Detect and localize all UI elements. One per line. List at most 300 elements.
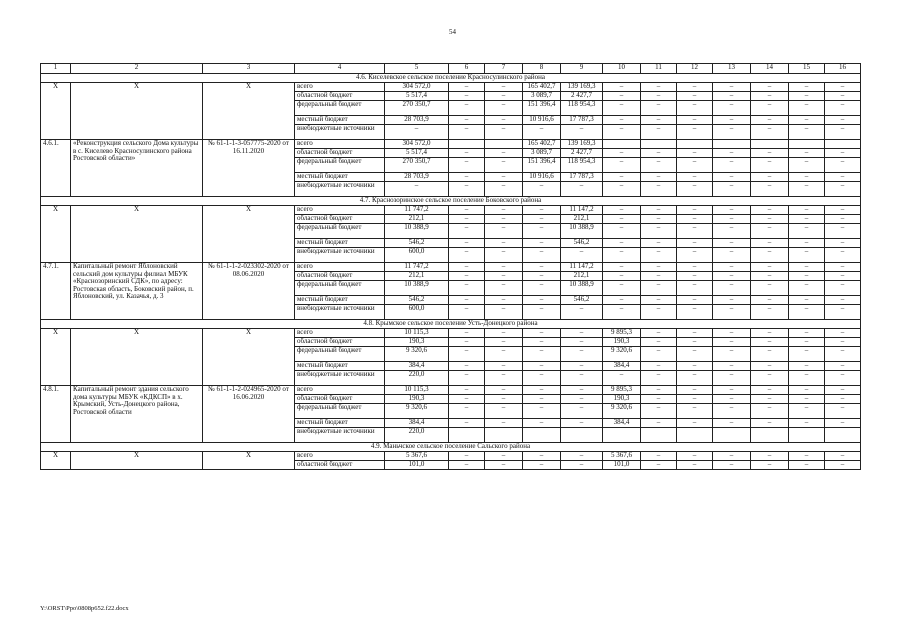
value-cell: – xyxy=(561,371,603,386)
value-cell: – xyxy=(485,404,523,419)
item-number: Х xyxy=(41,83,71,140)
value-cell: – xyxy=(677,404,713,419)
value-cell: – xyxy=(485,125,523,140)
value-cell: 11 747,2 xyxy=(385,206,449,215)
funding-source: федеральный бюджет xyxy=(295,281,385,296)
value-cell: – xyxy=(677,362,713,371)
item-number: Х xyxy=(41,329,71,386)
value-cell: – xyxy=(641,296,677,305)
value-cell: – xyxy=(523,419,561,428)
column-header: 16 xyxy=(825,64,861,74)
value-cell: – xyxy=(485,215,523,224)
value-cell: – xyxy=(713,215,751,224)
value-cell: – xyxy=(751,149,789,158)
value-cell: – xyxy=(449,362,485,371)
value-cell xyxy=(751,428,789,443)
value-cell: – xyxy=(751,248,789,263)
value-cell: – xyxy=(825,101,861,116)
value-cell: – xyxy=(677,272,713,281)
value-cell: 17 787,3 xyxy=(561,116,603,125)
value-cell: – xyxy=(789,338,825,347)
value-cell: – xyxy=(523,362,561,371)
column-header: 9 xyxy=(561,64,603,74)
funding-source: областной бюджет xyxy=(295,395,385,404)
expertise-number: Х xyxy=(203,206,295,263)
value-cell: – xyxy=(825,116,861,125)
value-cell: – xyxy=(523,386,561,395)
value-cell: – xyxy=(751,239,789,248)
value-cell: – xyxy=(789,281,825,296)
value-cell xyxy=(825,428,861,443)
value-cell: – xyxy=(789,239,825,248)
value-cell: – xyxy=(789,101,825,116)
value-cell: – xyxy=(825,395,861,404)
value-cell: – xyxy=(603,116,641,125)
value-cell: 212,1 xyxy=(561,272,603,281)
value-cell: – xyxy=(561,125,603,140)
value-cell: – xyxy=(449,149,485,158)
value-cell: – xyxy=(641,305,677,320)
value-cell: – xyxy=(449,263,485,272)
value-cell: 546,2 xyxy=(385,296,449,305)
column-header: 15 xyxy=(789,64,825,74)
value-cell xyxy=(449,140,485,149)
value-cell: – xyxy=(825,92,861,101)
value-cell: 10 388,9 xyxy=(561,281,603,296)
value-cell: – xyxy=(485,395,523,404)
value-cell: – xyxy=(485,338,523,347)
table-row xyxy=(41,140,861,149)
value-cell: – xyxy=(641,371,677,386)
value-cell: – xyxy=(641,125,677,140)
value-cell: – xyxy=(789,296,825,305)
value-cell: – xyxy=(485,173,523,182)
value-cell: – xyxy=(641,173,677,182)
value-cell: 546,2 xyxy=(561,296,603,305)
value-cell: – xyxy=(603,215,641,224)
column-header: 14 xyxy=(751,64,789,74)
value-cell: 10 388,9 xyxy=(561,224,603,239)
value-cell: – xyxy=(485,224,523,239)
value-cell: – xyxy=(603,224,641,239)
value-cell: – xyxy=(677,224,713,239)
value-cell xyxy=(641,140,677,149)
value-cell: – xyxy=(789,362,825,371)
column-header: 7 xyxy=(485,64,523,74)
value-cell: – xyxy=(485,272,523,281)
value-cell: 10 115,3 xyxy=(385,386,449,395)
value-cell: – xyxy=(523,296,561,305)
value-cell: – xyxy=(485,347,523,362)
value-cell: – xyxy=(449,371,485,386)
value-cell: – xyxy=(641,362,677,371)
value-cell: 190,3 xyxy=(603,395,641,404)
value-cell: – xyxy=(751,281,789,296)
value-cell xyxy=(677,428,713,443)
section-row xyxy=(41,320,861,329)
value-cell: – xyxy=(713,281,751,296)
funding-source: федеральный бюджет xyxy=(295,404,385,419)
value-cell: 384,4 xyxy=(603,362,641,371)
value-cell: – xyxy=(641,248,677,263)
value-cell: 5 367,6 xyxy=(603,452,641,461)
value-cell: – xyxy=(523,338,561,347)
value-cell: – xyxy=(641,92,677,101)
value-cell: – xyxy=(713,329,751,338)
value-cell: – xyxy=(561,305,603,320)
value-cell: – xyxy=(485,386,523,395)
value-cell: – xyxy=(677,395,713,404)
value-cell: 384,4 xyxy=(603,419,641,428)
object-name: Х xyxy=(71,83,203,140)
value-cell: – xyxy=(789,386,825,395)
value-cell: – xyxy=(561,404,603,419)
value-cell: 270 350,7 xyxy=(385,158,449,173)
table-row xyxy=(41,386,861,395)
value-cell: 5 517,4 xyxy=(385,149,449,158)
value-cell: – xyxy=(449,206,485,215)
value-cell: – xyxy=(561,395,603,404)
value-cell: – xyxy=(751,395,789,404)
value-cell: – xyxy=(603,296,641,305)
value-cell: 2 427,7 xyxy=(561,92,603,101)
value-cell: – xyxy=(825,296,861,305)
value-cell: – xyxy=(641,158,677,173)
value-cell xyxy=(603,140,641,149)
value-cell: – xyxy=(603,248,641,263)
expertise-number: Х xyxy=(203,452,295,470)
value-cell: – xyxy=(713,92,751,101)
value-cell: 10 388,9 xyxy=(385,281,449,296)
column-header: 4 xyxy=(295,64,385,74)
value-cell: 190,3 xyxy=(603,338,641,347)
value-cell: – xyxy=(789,272,825,281)
value-cell: – xyxy=(789,158,825,173)
budget-table xyxy=(40,63,861,470)
value-cell: – xyxy=(789,206,825,215)
value-cell: – xyxy=(677,461,713,470)
funding-source: внебюджетные источники xyxy=(295,182,385,197)
value-cell: – xyxy=(485,206,523,215)
value-cell: – xyxy=(449,173,485,182)
value-cell: – xyxy=(713,296,751,305)
value-cell: – xyxy=(449,419,485,428)
value-cell: 118 954,3 xyxy=(561,101,603,116)
value-cell: – xyxy=(485,101,523,116)
value-cell: – xyxy=(449,182,485,197)
funding-source: областной бюджет xyxy=(295,92,385,101)
section-title: 4.6. Киселевское сельское поселение Красносулинского района xyxy=(41,74,861,83)
object-name: Х xyxy=(71,452,203,470)
value-cell: 220,0 xyxy=(385,371,449,386)
column-header: 10 xyxy=(603,64,641,74)
value-cell: – xyxy=(677,296,713,305)
value-cell: – xyxy=(713,149,751,158)
table-row xyxy=(41,206,861,215)
column-header: 1 xyxy=(41,64,71,74)
value-cell: – xyxy=(603,158,641,173)
value-cell: – xyxy=(825,305,861,320)
value-cell: 3 089,7 xyxy=(523,149,561,158)
item-number: 4.8.1. xyxy=(41,386,71,443)
value-cell: 384,4 xyxy=(385,419,449,428)
value-cell: – xyxy=(449,83,485,92)
value-cell: – xyxy=(751,452,789,461)
item-number: 4.6.1. xyxy=(41,140,71,197)
value-cell: 3 089,7 xyxy=(523,92,561,101)
value-cell: – xyxy=(677,149,713,158)
value-cell: – xyxy=(713,116,751,125)
value-cell xyxy=(603,428,641,443)
table-row xyxy=(41,263,861,272)
funding-source: федеральный бюджет xyxy=(295,101,385,116)
value-cell: – xyxy=(713,461,751,470)
value-cell: – xyxy=(751,206,789,215)
value-cell: – xyxy=(677,419,713,428)
value-cell: 10 916,6 xyxy=(523,116,561,125)
value-cell: – xyxy=(641,182,677,197)
value-cell: – xyxy=(789,371,825,386)
value-cell: 220,0 xyxy=(385,428,449,443)
value-cell: – xyxy=(713,239,751,248)
page-number: 54 xyxy=(449,28,456,36)
value-cell: – xyxy=(825,149,861,158)
value-cell: 118 954,3 xyxy=(561,158,603,173)
value-cell: – xyxy=(523,125,561,140)
value-cell: – xyxy=(603,92,641,101)
value-cell: – xyxy=(523,347,561,362)
value-cell: – xyxy=(751,362,789,371)
value-cell: 546,2 xyxy=(561,239,603,248)
object-name: Х xyxy=(71,206,203,263)
value-cell: – xyxy=(485,158,523,173)
value-cell xyxy=(449,428,485,443)
funding-source: местный бюджет xyxy=(295,362,385,371)
value-cell: – xyxy=(789,347,825,362)
value-cell: – xyxy=(641,101,677,116)
value-cell: – xyxy=(641,116,677,125)
funding-source: местный бюджет xyxy=(295,239,385,248)
funding-source: местный бюджет xyxy=(295,296,385,305)
value-cell: – xyxy=(789,404,825,419)
value-cell: – xyxy=(789,305,825,320)
value-cell: 151 396,4 xyxy=(523,158,561,173)
value-cell: – xyxy=(825,338,861,347)
funding-source: местный бюджет xyxy=(295,173,385,182)
column-header: 8 xyxy=(523,64,561,74)
value-cell: – xyxy=(751,158,789,173)
value-cell: 9 320,6 xyxy=(603,347,641,362)
value-cell: – xyxy=(825,362,861,371)
value-cell: 212,1 xyxy=(385,215,449,224)
value-cell: – xyxy=(641,239,677,248)
funding-source: местный бюджет xyxy=(295,116,385,125)
value-cell: – xyxy=(449,116,485,125)
value-cell xyxy=(485,140,523,149)
value-cell: – xyxy=(603,305,641,320)
value-cell: – xyxy=(789,224,825,239)
value-cell xyxy=(677,140,713,149)
value-cell: – xyxy=(677,206,713,215)
value-cell: – xyxy=(751,116,789,125)
value-cell: – xyxy=(789,248,825,263)
value-cell: – xyxy=(561,338,603,347)
section-title: 4.9. Маньчское сельское поселение Сальского района xyxy=(41,443,861,452)
value-cell: 384,4 xyxy=(385,362,449,371)
value-cell: – xyxy=(449,386,485,395)
value-cell: – xyxy=(641,263,677,272)
value-cell: – xyxy=(825,272,861,281)
value-cell: – xyxy=(641,215,677,224)
value-cell: – xyxy=(677,338,713,347)
column-header: 5 xyxy=(385,64,449,74)
value-cell: – xyxy=(713,404,751,419)
value-cell: 17 787,3 xyxy=(561,173,603,182)
value-cell: – xyxy=(641,149,677,158)
value-cell: – xyxy=(603,371,641,386)
value-cell: – xyxy=(789,116,825,125)
value-cell: – xyxy=(825,248,861,263)
value-cell: – xyxy=(449,248,485,263)
value-cell: – xyxy=(751,101,789,116)
expertise-number: Х xyxy=(203,329,295,386)
funding-source: федеральный бюджет xyxy=(295,347,385,362)
value-cell xyxy=(713,140,751,149)
value-cell: – xyxy=(449,395,485,404)
item-number: Х xyxy=(41,452,71,470)
value-cell: – xyxy=(825,83,861,92)
value-cell: 10 115,3 xyxy=(385,329,449,338)
item-number: Х xyxy=(41,206,71,263)
funding-source: всего xyxy=(295,452,385,461)
value-cell: – xyxy=(751,215,789,224)
value-cell: – xyxy=(751,461,789,470)
value-cell: – xyxy=(713,338,751,347)
value-cell: 165 402,7 xyxy=(523,83,561,92)
section-row xyxy=(41,74,861,83)
value-cell: – xyxy=(523,404,561,419)
value-cell: – xyxy=(825,125,861,140)
value-cell: – xyxy=(751,83,789,92)
funding-source: всего xyxy=(295,140,385,149)
funding-source: областной бюджет xyxy=(295,338,385,347)
value-cell: 546,2 xyxy=(385,239,449,248)
value-cell: – xyxy=(641,83,677,92)
value-cell: – xyxy=(751,263,789,272)
column-header: 3 xyxy=(203,64,295,74)
funding-source: всего xyxy=(295,386,385,395)
value-cell: – xyxy=(713,386,751,395)
value-cell: – xyxy=(449,461,485,470)
object-name: «Реконструкция сельского Дома культуры в с. Киселево Красносулинского района Ростовской области» xyxy=(71,140,203,197)
value-cell: – xyxy=(825,182,861,197)
value-cell xyxy=(789,140,825,149)
value-cell: – xyxy=(485,329,523,338)
value-cell: – xyxy=(523,281,561,296)
table-row xyxy=(41,83,861,92)
value-cell: – xyxy=(713,272,751,281)
value-cell: – xyxy=(603,272,641,281)
value-cell: – xyxy=(641,329,677,338)
value-cell: – xyxy=(825,173,861,182)
value-cell: – xyxy=(561,461,603,470)
value-cell: – xyxy=(677,386,713,395)
funding-source: внебюджетные источники xyxy=(295,371,385,386)
value-cell: – xyxy=(485,239,523,248)
value-cell: – xyxy=(485,248,523,263)
value-cell: – xyxy=(677,173,713,182)
value-cell: – xyxy=(677,329,713,338)
value-cell: – xyxy=(523,182,561,197)
value-cell: – xyxy=(449,452,485,461)
value-cell: – xyxy=(561,419,603,428)
value-cell: 165 402,7 xyxy=(523,140,561,149)
section-row xyxy=(41,443,861,452)
value-cell: – xyxy=(713,362,751,371)
value-cell: – xyxy=(485,305,523,320)
funding-source: внебюджетные источники xyxy=(295,428,385,443)
value-cell: – xyxy=(677,305,713,320)
value-cell: – xyxy=(523,329,561,338)
value-cell: – xyxy=(449,338,485,347)
value-cell: – xyxy=(561,386,603,395)
value-cell: – xyxy=(751,92,789,101)
value-cell xyxy=(825,140,861,149)
value-cell: – xyxy=(751,404,789,419)
value-cell: – xyxy=(523,305,561,320)
expertise-number: Х xyxy=(203,83,295,140)
value-cell: – xyxy=(449,239,485,248)
section-title: 4.7. Краснозоринское сельское поселение Боковского района xyxy=(41,197,861,206)
value-cell: 139 169,3 xyxy=(561,140,603,149)
funding-source: федеральный бюджет xyxy=(295,224,385,239)
value-cell: – xyxy=(677,281,713,296)
value-cell: – xyxy=(825,347,861,362)
value-cell: – xyxy=(523,395,561,404)
value-cell: 28 703,9 xyxy=(385,173,449,182)
value-cell xyxy=(789,428,825,443)
value-cell: – xyxy=(677,125,713,140)
value-cell: – xyxy=(449,305,485,320)
value-cell: – xyxy=(825,263,861,272)
table-row xyxy=(41,329,861,338)
value-cell: – xyxy=(677,182,713,197)
value-cell: 600,0 xyxy=(385,305,449,320)
value-cell: – xyxy=(825,329,861,338)
funding-source: областной бюджет xyxy=(295,272,385,281)
value-cell: 9 895,3 xyxy=(603,329,641,338)
value-cell: – xyxy=(751,272,789,281)
value-cell: – xyxy=(751,173,789,182)
expertise-number: № 61-1-1-2-024965-2020 от 16.06.2020 xyxy=(203,386,295,443)
object-name: Х xyxy=(71,329,203,386)
value-cell: – xyxy=(523,272,561,281)
funding-source: всего xyxy=(295,329,385,338)
value-cell: – xyxy=(485,371,523,386)
value-cell: 139 169,3 xyxy=(561,83,603,92)
footer-path: Y:\ORST\Ppo\0808p652.f22.docx xyxy=(40,605,129,612)
value-cell: – xyxy=(641,395,677,404)
value-cell: – xyxy=(713,419,751,428)
column-header: 12 xyxy=(677,64,713,74)
value-cell: – xyxy=(713,452,751,461)
value-cell: – xyxy=(677,101,713,116)
value-cell: – xyxy=(789,182,825,197)
value-cell: – xyxy=(677,347,713,362)
expertise-number: № 61-1-1-2-023302-2020 от 08.06.2020 xyxy=(203,263,295,320)
value-cell: – xyxy=(789,83,825,92)
item-number: 4.7.1. xyxy=(41,263,71,320)
